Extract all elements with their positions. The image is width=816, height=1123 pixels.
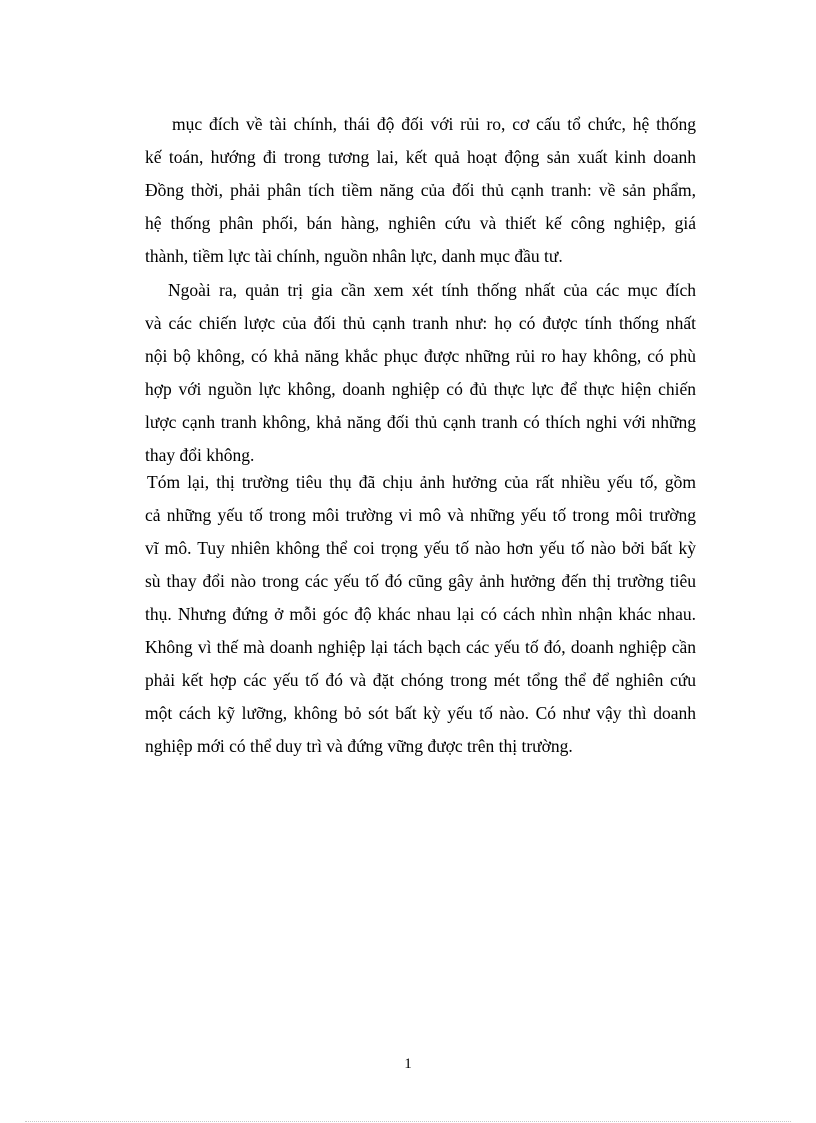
paragraph-line: thay đổi không. [145,445,255,465]
paragraph-line: phải kết hợp các yếu tố đó và đặt chóng trong mét tổng thể để nghiên cứu [145,670,696,690]
paragraph-line: mục đích về tài chính, thái độ đối với rủi ro, cơ cấu tổ chức, hệ thống [172,114,696,134]
paragraph-line: Ngoài ra, quản trị gia cần xem xét tính thống nhất của các mục đích [168,280,696,300]
paragraph-line: Đồng thời, phải phân tích tiềm năng của đối thủ cạnh tranh: về sản phẩm, [145,180,696,200]
paragraph-line: thành, tiềm lực tài chính, nguồn nhân lực, danh mục đầu tư. [145,246,563,266]
paragraph-line: hợp với nguồn lực không, doanh nghiệp có đủ thực lực để thực hiện chiến [145,379,696,399]
paragraph-line: thụ. Nhưng đứng ở mỗi góc độ khác nhau lại có cách nhìn nhận khác nhau. [145,604,696,624]
paragraph-line: cả những yếu tố trong môi trường vi mô và những yếu tố trong môi trường [145,505,696,525]
paragraph-1 [145,108,696,273]
paragraph-line: nghiệp mới có thể duy trì và đứng vững được trên thị trường. [145,736,573,756]
paragraph-line: một cách kỹ lưỡng, không bỏ sót bất kỳ yếu tố nào. Có như vậy thì doanh [145,703,696,723]
footer-divider [25,1121,791,1122]
paragraph-2 [145,274,696,472]
paragraph-3 [145,466,696,763]
paragraph-line: kế toán, hướng đi trong tương lai, kết quả hoạt động sản xuất kinh doanh [145,147,696,167]
paragraph-line: Không vì thế mà doanh nghiệp lại tách bạch các yếu tố đó, doanh nghiệp cần [145,637,696,657]
paragraph-line: và các chiến lược của đối thủ cạnh tranh như: họ có được tính thống nhất [145,313,696,333]
paragraph-line: nội bộ không, có khả năng khắc phục được những rủi ro hay không, có phù [145,346,696,366]
paragraph-line: hệ thống phân phối, bán hàng, nghiên cứu và thiết kế công nghiệp, giá [145,213,696,233]
paragraph-line: vĩ mô. Tuy nhiên không thể coi trọng yếu tố nào hơn yếu tố nào bởi bất kỳ [145,538,696,558]
paragraph-line: lược cạnh tranh không, khả năng đối thủ cạnh tranh có thích nghi với những [145,412,696,432]
paragraph-line: sù thay đổi nào trong các yếu tố đó cũng gây ảnh hưởng đến thị trường tiêu [145,571,696,591]
page-number: 1 [404,1056,412,1072]
paragraph-line: Tóm lại, thị trường tiêu thụ đã chịu ảnh hưởng của rất nhiều yếu tố, gồm [147,472,696,492]
